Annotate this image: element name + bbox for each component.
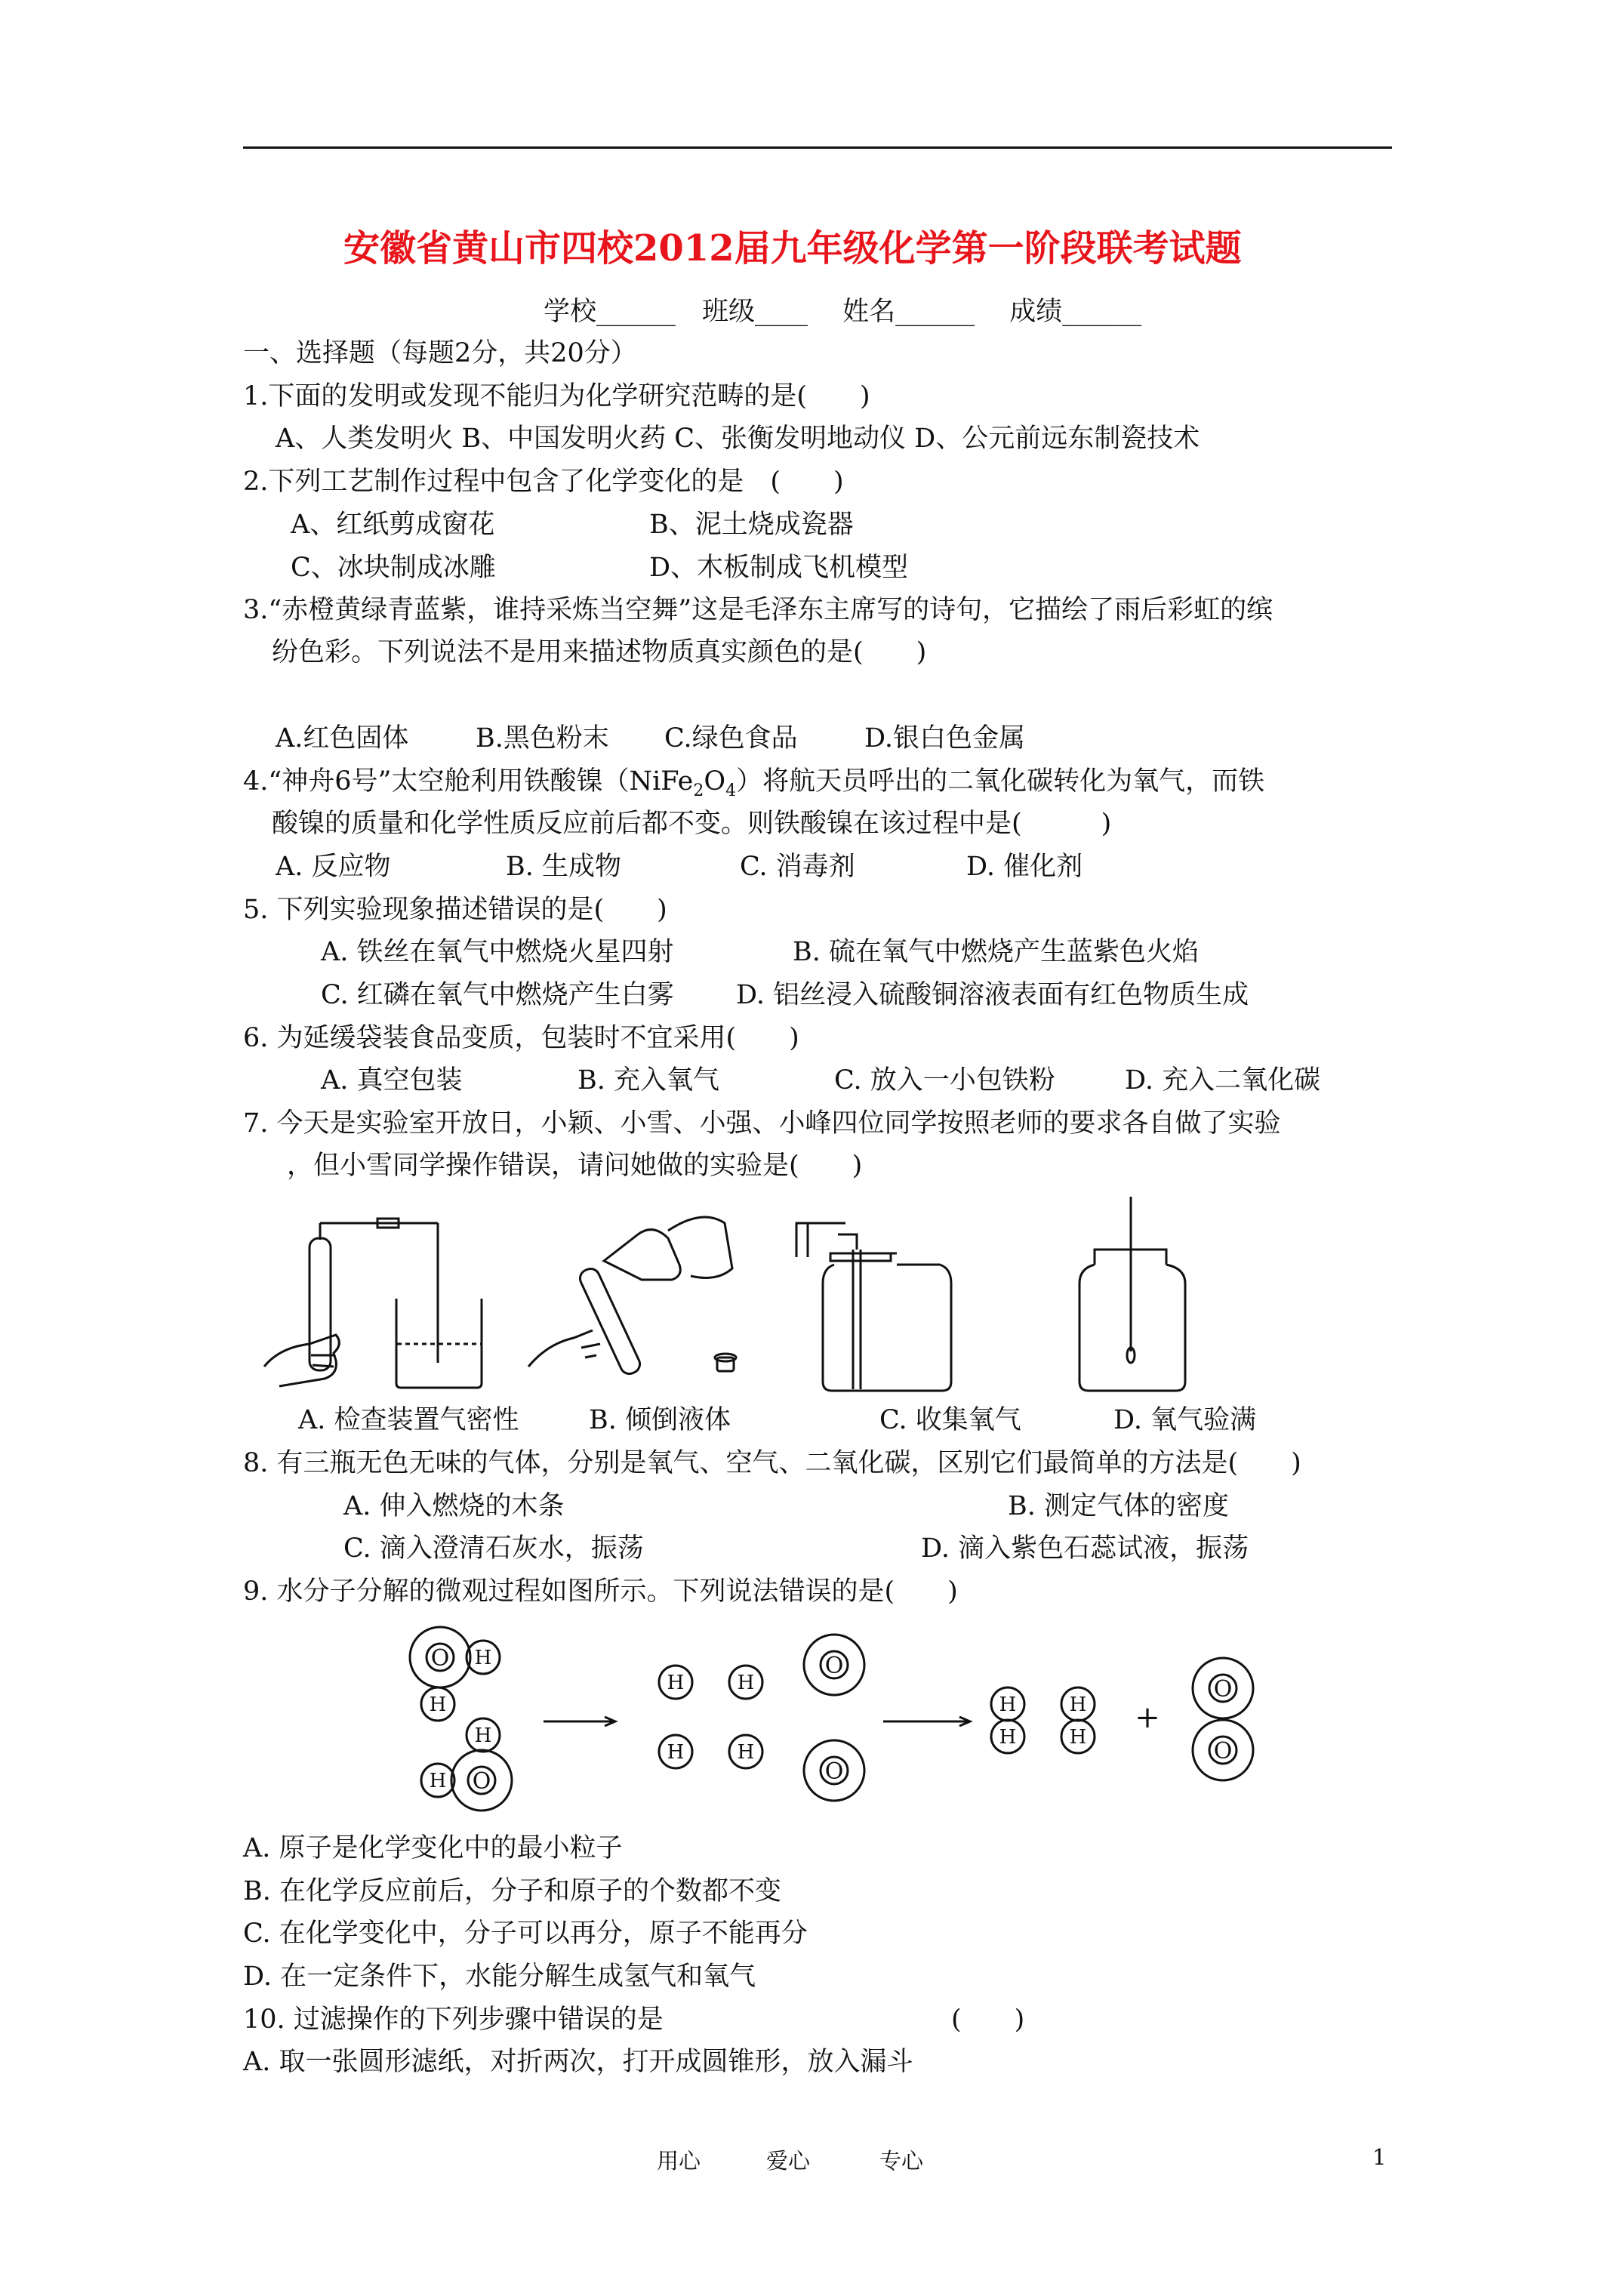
hydrogen-atom xyxy=(421,1764,454,1797)
question-4-stem-line1: 4.“神舟6号”太空舱利用铁酸镍$(NiFe_2O_4)$将航天员呼出的二氧化碳转化为氧气，而铁 xyxy=(243,766,1265,800)
question-2-option-a: A、红纸剪成窗花 xyxy=(291,510,495,540)
question-9-option-c: C. 在化学变化中，分子可以再分，原子不能再分 xyxy=(243,1918,808,1949)
question-10-option-a: A. 取一张圆形滤纸，对折两次，打开成圆锥形，放入漏斗 xyxy=(243,2047,913,2077)
question-3-option-b: B.黑色粉末 xyxy=(476,723,609,754)
question-5-option-d: D. 铝丝浸入硫酸铜溶液表面有红色物质生成 xyxy=(736,980,1249,1010)
question-8-option-b: B. 测定气体的密度 xyxy=(1008,1491,1229,1521)
oxygen-atom xyxy=(410,1627,470,1687)
question-7-stem-line1: 7. 今天是实验室开放日，小颖、小雪、小强、小峰四位同学按照老师的要求各自做了实验 xyxy=(243,1108,1281,1139)
svg-text:H: H xyxy=(1069,1726,1087,1749)
hydrogen-atom xyxy=(659,1735,692,1768)
svg-text:H: H xyxy=(999,1726,1017,1749)
question-8-option-d: D. 滴入紫色石蕊试液，振荡 xyxy=(921,1533,1249,1564)
svg-text:H: H xyxy=(1069,1693,1087,1716)
question-6-option-c: C. 放入一小包铁粉 xyxy=(834,1065,1055,1096)
question-4-option-b: B. 生成物 xyxy=(506,852,621,882)
question-7-stem-line2: ，但小雪同学操作错误，请问她做的实验是( ) xyxy=(287,1151,863,1181)
oxygen-atom xyxy=(1193,1658,1253,1718)
question-5-option-c: C. 红磷在氧气中燃烧产生白雾 xyxy=(321,980,674,1010)
hydrogen-atom xyxy=(729,1666,762,1699)
question-3-option-d: D.银白色金属 xyxy=(864,723,1025,754)
svg-text:H: H xyxy=(429,1770,447,1792)
question-10-answer-paren: ( ) xyxy=(951,2005,1025,2035)
question-6-option-a: A. 真空包装 xyxy=(321,1065,463,1096)
question-2-stem: 2.下列工艺制作过程中包含了化学变化的是 ( ) xyxy=(243,467,844,497)
water-decomposition-diagram xyxy=(393,1616,1313,1812)
reaction-arrow-2 xyxy=(883,1717,970,1726)
question-6-stem: 6. 为延缓袋装食品变质，包装时不宜采用( ) xyxy=(243,1023,799,1053)
question-1-options: A、人类发明火 B、中国发明火药 C、张衡发明地动仪 D、公元前远东制瓷技术 xyxy=(276,424,1200,454)
question-7-option-d: D. 氧气验满 xyxy=(1113,1405,1257,1435)
question-1-stem: 1.下面的发明或发现不能归为化学研究范畴的是( ) xyxy=(243,381,870,411)
page-number: 1 xyxy=(1372,2144,1387,2170)
svg-text:O: O xyxy=(824,1758,844,1785)
svg-text:H: H xyxy=(737,1741,755,1764)
hydrogen-atom xyxy=(467,1718,500,1752)
footer-motto-3: 专心 xyxy=(879,2148,924,2174)
oxygen-atom xyxy=(804,1635,864,1695)
question-5-option-a: A. 铁丝在氧气中燃烧火星四射 xyxy=(321,937,674,967)
question-3-option-c: C.绿色食品 xyxy=(664,723,798,754)
question-9-stem: 9. 水分子分解的微观过程如图所示。下列说法错误的是( ) xyxy=(243,1576,958,1607)
oxygen-full-test-illustration xyxy=(1079,1197,1185,1391)
svg-text:H: H xyxy=(999,1693,1017,1716)
page-title: 安徽省黄山市四校2012届九年级化学第一阶段联考试题 xyxy=(343,227,1242,270)
airtightness-check-illustration xyxy=(264,1219,482,1388)
svg-text:O: O xyxy=(1213,1676,1233,1703)
question-7-option-a: A. 检查装置气密性 xyxy=(298,1405,519,1435)
question-4-stem-line2: 酸镍的质量和化学性质反应前后都不变。则铁酸镍在该过程中是( ) xyxy=(272,809,1112,839)
question-5-stem: 5. 下列实验现象描述错误的是( ) xyxy=(243,895,667,925)
svg-text:O: O xyxy=(472,1768,491,1795)
hydrogen-atom xyxy=(991,1687,1024,1721)
question-8-stem: 8. 有三瓶无色无味的气体，分别是氧气、空气、二氧化碳，区别它们最简单的方法是( ) xyxy=(243,1448,1301,1478)
oxygen-atom xyxy=(804,1740,864,1801)
question-7-option-b: B. 倾倒液体 xyxy=(589,1405,731,1435)
question-2-option-b: B、泥土烧成瓷器 xyxy=(649,510,854,540)
question-4-option-d: D. 催化剂 xyxy=(966,852,1083,882)
hydrogen-atom xyxy=(421,1687,454,1721)
student-info-fields: 学校______ 班级____ 姓名______ 成绩______ xyxy=(544,297,1142,327)
question-7-option-c: C. 收集氧气 xyxy=(879,1405,1021,1435)
collecting-oxygen-illustration xyxy=(796,1223,951,1391)
oxygen-atom xyxy=(451,1750,512,1811)
question-3-stem-line2: 纷色彩。下列说法不是用来描述物质真实颜色的是( ) xyxy=(272,637,927,667)
svg-text:O: O xyxy=(824,1653,844,1679)
section-heading: 一、选择题（每题2分，共20分） xyxy=(243,338,637,368)
question-6-option-b: B. 充入氧气 xyxy=(577,1065,719,1096)
question-9-option-a: A. 原子是化学变化中的最小粒子 xyxy=(243,1833,623,1863)
question-6-option-d: D. 充入二氧化碳 xyxy=(1125,1065,1321,1096)
question-5-option-b: B. 硫在氧气中燃烧产生蓝紫色火焰 xyxy=(793,937,1199,967)
hydrogen-atom xyxy=(1061,1687,1095,1721)
question-8-option-c: C. 滴入澄清石灰水，振荡 xyxy=(343,1533,644,1564)
top-rule xyxy=(243,146,1392,149)
question-2-option-d: D、木板制成飞机模型 xyxy=(649,553,909,583)
question-2-option-c: C、冰块制成冰雕 xyxy=(291,553,496,583)
svg-text:H: H xyxy=(737,1672,755,1694)
svg-text:O: O xyxy=(430,1645,450,1672)
question-8-option-a: A. 伸入燃烧的木条 xyxy=(343,1491,565,1521)
footer-motto-2: 爱心 xyxy=(766,2148,811,2174)
oxygen-atom xyxy=(1193,1720,1253,1780)
svg-text:H: H xyxy=(474,1724,492,1747)
hydrogen-atom xyxy=(729,1735,762,1768)
svg-text:H: H xyxy=(667,1672,685,1694)
question-10-stem: 10. 过滤操作的下列步骤中错误的是 xyxy=(243,2005,664,2035)
question-4-option-a: A. 反应物 xyxy=(276,852,391,882)
question-3-option-a: A.红色固体 xyxy=(276,723,409,754)
hydrogen-atom xyxy=(1061,1720,1095,1753)
svg-text:H: H xyxy=(429,1693,447,1716)
question-3-stem-line1: 3.“赤橙黄绿青蓝紫，谁持采炼当空舞”这是毛泽东主席写的诗句，它描绘了雨后彩虹的缤 xyxy=(243,595,1273,625)
question-9-option-b: B. 在化学反应前后，分子和原子的个数都不变 xyxy=(243,1876,781,1906)
footer-motto-1: 用心 xyxy=(657,2148,701,2174)
question-9-option-d: D. 在一定条件下，水能分解生成氢气和氧气 xyxy=(243,1962,756,1992)
svg-text:O: O xyxy=(1213,1738,1233,1764)
svg-text:H: H xyxy=(474,1647,492,1669)
hydrogen-atom xyxy=(659,1666,692,1699)
reaction-arrow-1 xyxy=(544,1717,615,1726)
svg-text:H: H xyxy=(667,1741,685,1764)
lab-apparatus-illustrations xyxy=(249,1193,1306,1397)
pouring-liquid-illustration xyxy=(528,1217,736,1376)
plus-sign: + xyxy=(1135,1700,1160,1735)
hydrogen-atom xyxy=(991,1720,1024,1753)
question-4-option-c: C. 消毒剂 xyxy=(740,852,855,882)
hydrogen-atom xyxy=(467,1641,500,1674)
